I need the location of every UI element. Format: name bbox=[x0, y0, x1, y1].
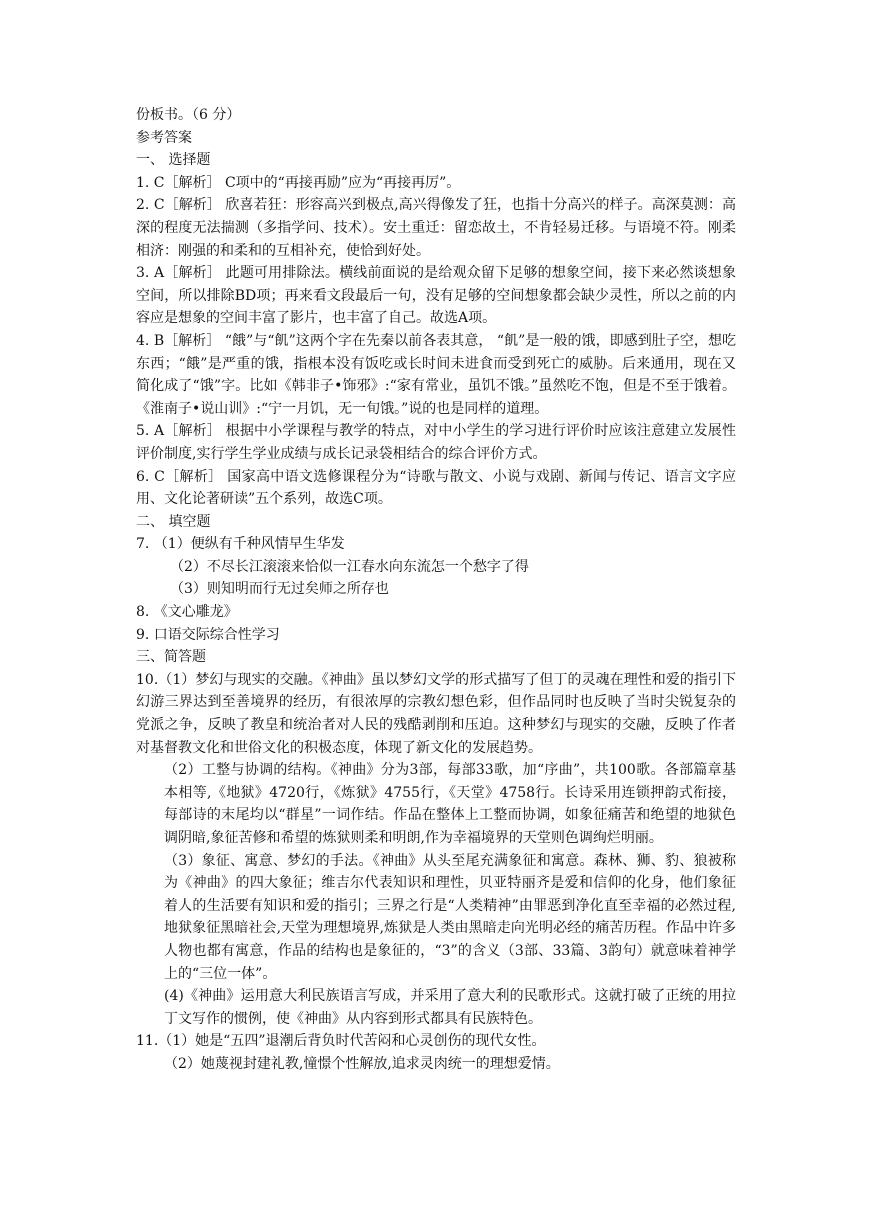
text-line: 三、简答题 bbox=[136, 649, 206, 666]
text-line: 参考答案 bbox=[136, 129, 192, 146]
text-line: 8. 《文心雕龙》 bbox=[136, 604, 238, 621]
text-line: （2）她蔑视封建礼教,憧憬个性解放,追求灵肉统一的理想爱情。 bbox=[164, 1055, 560, 1072]
text-line: （3）象征、寓意、梦幻的手法。《神曲》从头至尾充满象征和寓意。森林、狮、豹、狼被称为《神曲》的四大象征；维吉尔代表知识和理性，贝亚特丽齐是爱和信仰的化身，他们象征着人的生活要有知识和爱的指引；三界之行是“人类精神”由罪恶到净化直至幸福的必然过程,地狱象征黑暗社会,天堂为理想境界,炼狱是人类由黑暗走向光明必经的痛苦历程。作品中许多人物也都有寓意，作品的结构也是象征的，“3”的含义（3部、33篇、3韵句）就意味着神学上的“三位一体”。 bbox=[164, 852, 736, 982]
text-line: （3）则知明而行无过矣师之所存也 bbox=[170, 581, 389, 598]
text-line: 3. A［解析］ 此题可用排除法。横线前面说的是给观众留下足够的想象空间，接下来必然谈想象空间，所以排除BD项；再来看文段最后一句，没有足够的空间想象都会缺少灵性，所以之前的内容应是想象的空间丰富了影片，也丰富了自己。故选A项。 bbox=[136, 265, 736, 327]
text-line: (4)《神曲》运用意大利民族语言写成，并采用了意大利的民歌形式。这就打破了正统的用拉丁文写作的惯例，使《神曲》从内容到形式都具有民族特色。 bbox=[164, 988, 736, 1027]
text-line: 9. 口语交际综合性学习 bbox=[136, 626, 280, 643]
text-line: 份板书。（6 分） bbox=[136, 107, 241, 123]
answer-document bbox=[136, 104, 736, 1076]
text-line: 10.（1）梦幻与现实的交融。《神曲》虽以梦幻文学的形式描写了但丁的灵魂在理性和爱的指引下幻游三界达到至善境界的经历，有很浓厚的宗教幻想色彩，但作品同时也反映了当时尖锐复杂的党派之争，反映了教皇和统治者对人民的残酷剥削和压迫。这种梦幻与现实的交融，反映了作者对基督教文化和世俗文化的积极态度，体现了新文化的发展趋势。 bbox=[136, 671, 736, 756]
text-line: 二、 填空题 bbox=[136, 513, 211, 530]
text-line: 4. B［解析］ “餓”与“飢”这两个字在先秦以前各表其意， “飢”是一般的饿，即感到肚子空，想吃东西；“餓”是严重的饿，指根本没有饭吃或长时间未进食而受到死亡的威胁。后来通用，现在又简化成了“饿”字。比如《韩非子•饰邪》:“家有常业，虽饥不饿。”虽然吃不饱，但是不至于饿着。《淮南子•说山训》:“宁一月饥，无一旬饿。”说的也是同样的道理。 bbox=[136, 332, 736, 417]
text-line: 7. （1）便纵有千种风情早生华发 bbox=[136, 536, 345, 553]
text-line: 1. C［解析］ C项中的“再接再励”应为“再接再厉”。 bbox=[136, 174, 461, 191]
text-line: 5. A［解析］ 根据中小学课程与教学的特点，对中小学生的学习进行评价时应该注意建立发展性评价制度,实行学生学业成绩与成长记录袋相结合的综合评价方式。 bbox=[136, 423, 736, 462]
text-line: 一、 选择题 bbox=[136, 152, 211, 169]
text-line: 11.（1）她是“五四”退潮后背负时代苦闷和心灵创伤的现代女性。 bbox=[136, 1033, 546, 1050]
text-line: （2）工整与协调的结构。《神曲》分为3部，每部33歌，加“序曲”，共100歌。各部篇章基本相等,《地狱》4720行，《炼狱》4755行，《天堂》4758行。长诗采用连锁押韵式衔接，每部诗的末尾均以“群星”一词作结。作品在整体上工整而协调，如象征痛苦和绝望的地狱色调阴暗,象征苦修和希望的炼狱则柔和明朗,作为幸福境界的天堂则色调绚烂明丽。 bbox=[164, 762, 736, 846]
text-line: 6. C［解析］ 国家高中语文选修课程分为“诗歌与散文、小说与戏剧、新闻与传记、语言文字应用、文化论著研读”五个系列，故选C项。 bbox=[136, 468, 736, 508]
text-line: 2. C［解析］ 欣喜若狂：形容高兴到极点,高兴得像发了狂，也指十分高兴的样子。高深莫测：高深的程度无法揣测（多指学问、技术）。安土重迁：留恋故土，不肯轻易迁移。与语境不符。刚柔相济：刚强的和柔和的互相补充，使恰到好处。 bbox=[136, 197, 736, 259]
text-line: （2）不尽长江滚滚来恰似一江春水向东流怎一个愁字了得 bbox=[170, 558, 529, 575]
